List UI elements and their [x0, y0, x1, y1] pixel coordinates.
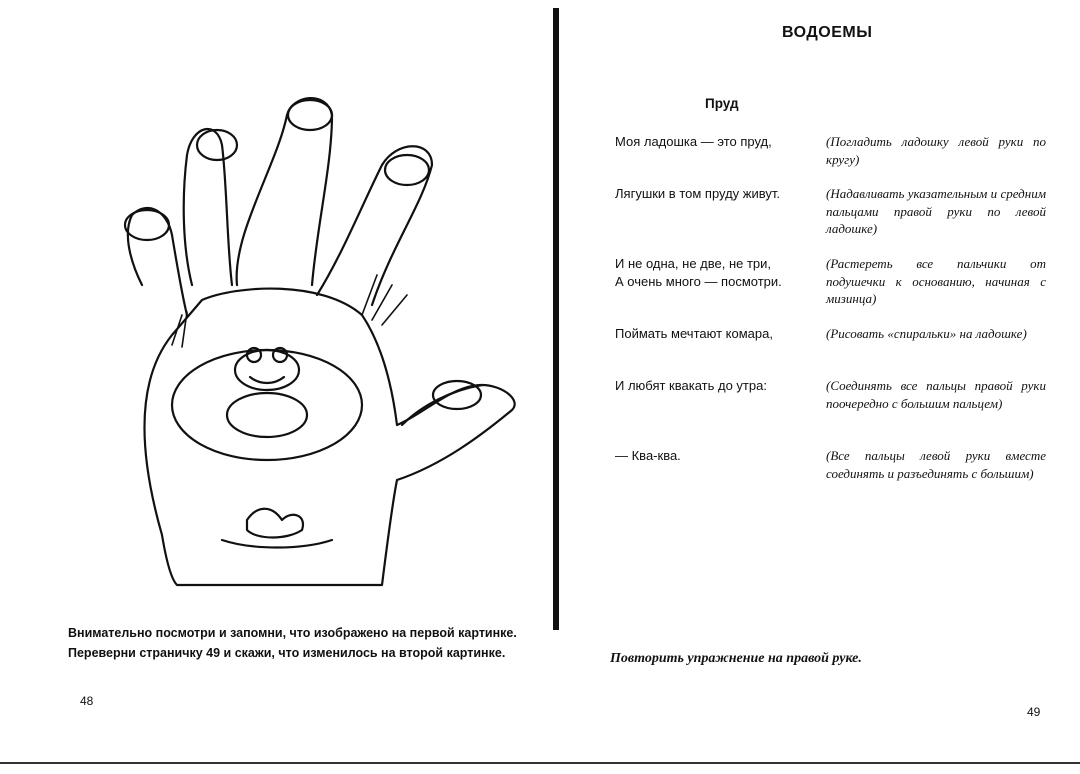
verse-line: Лягушки в том пруду живут.: [615, 186, 781, 201]
finger-ring: [184, 129, 232, 285]
verse-line: Моя ладошка — это пруд,: [615, 134, 772, 149]
lily-pad: [222, 540, 332, 548]
palm-frog-body: [227, 393, 307, 437]
section-title: ВОДОЕМЫ: [782, 24, 873, 41]
pond: [172, 350, 362, 460]
verse-line: И не одна, не две, не три, А очень много — посмотри.: [615, 256, 782, 289]
frog-index: [385, 155, 429, 185]
right-page: [560, 0, 1080, 774]
verse-action: (Все пальцы левой руки вместе соединять и разъединять с большим): [826, 448, 1046, 481]
finger-pinky: [128, 208, 187, 315]
verse-line: Поймать мечтают комара,: [615, 326, 773, 341]
frog-middle: [288, 100, 332, 130]
book-spine: [553, 8, 559, 630]
verse-line: И любят квакать до утра:: [615, 378, 767, 393]
bottom-edge-rule: [0, 762, 1080, 764]
grass: [172, 275, 407, 347]
verse-action: (Рисовать «спиральки» на ладошке): [826, 326, 1027, 341]
hand-with-frogs-illustration: [62, 85, 532, 605]
page-number-right: 49: [1027, 705, 1041, 719]
verse-action: (Надавливать указательным и средним пальцами правой руки по левой ладошке): [826, 186, 1046, 236]
closing-note: Повторить упражнение на правой руке.: [610, 651, 862, 666]
frog-pinky: [125, 210, 169, 240]
finger-middle: [237, 98, 332, 285]
palm-frog-mouth: [250, 377, 284, 383]
verse-action: (Растереть все пальчики от подушечки к основанию, начиная с мизинца): [826, 256, 1046, 306]
water-lily: [247, 509, 303, 538]
verse-action: (Соединять все пальцы правой руки поочередно с большим пальцем): [826, 378, 1046, 411]
verse-line: — Ква-ква.: [615, 448, 681, 463]
poem-title: Пруд: [705, 96, 739, 111]
instruction-text: Внимательно посмотри и запомни, что изображено на первой картинке. Переверни страничку 49 и скажи, что изменилось на второй картинке.: [68, 626, 517, 660]
frog-thumb: [433, 381, 481, 409]
page-number-left: 48: [80, 694, 94, 708]
verse-action: (Погладить ладошку левой руки по кругу): [826, 134, 1046, 167]
